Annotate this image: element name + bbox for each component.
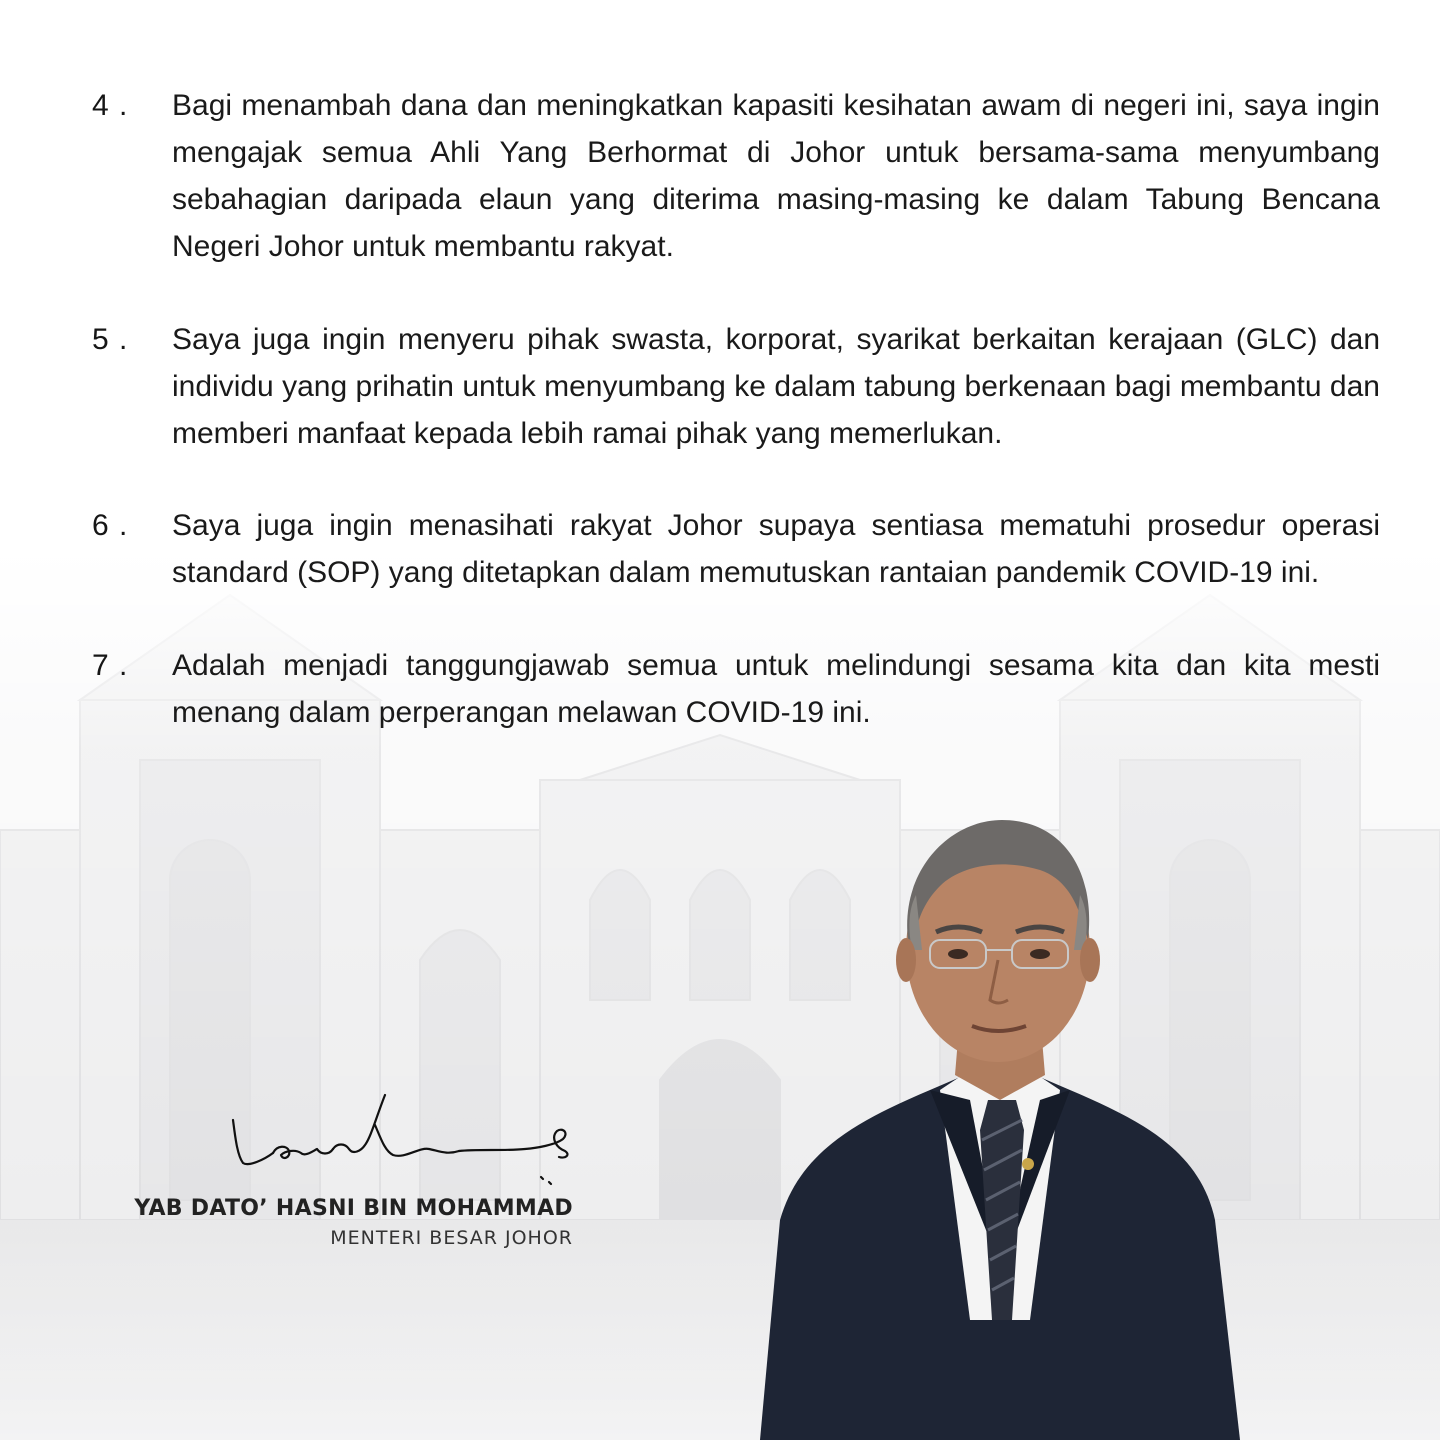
paragraph-text: Saya juga ingin menyeru pihak swasta, korporat, syarikat berkaitan kerajaan (GLC) dan individu yang prihatin untuk menyumbang ke dalam tabung berkenaan bagi membantu dan memberi manfaat kepada lebih ramai pihak yang memerlukan. — [172, 323, 1380, 450]
portrait-photo — [740, 800, 1260, 1440]
paragraph-number: 4 . — [92, 89, 129, 122]
paragraph-5 — [0, 316, 1440, 466]
paragraph-number: 5 . — [92, 323, 129, 356]
paragraph-text: Saya juga ingin menasihati rakyat Johor supaya sentiasa mematuhi prosedur operasi standard (SOP) yang ditetapkan dalam memutuskan rantaian pandemik COVID-19 ini. — [172, 509, 1380, 589]
paragraph-7 — [0, 642, 1440, 742]
paragraph-6 — [0, 502, 1440, 602]
signatory-title: MENTERI BESAR JOHOR — [330, 1227, 573, 1249]
paragraph-text: Bagi menambah dana dan meningkatkan kapasiti kesihatan awam di negeri ini, saya ingin mengajak semua Ahli Yang Berhormat di Johor untuk bersama-sama menyumbang sebahagian daripada elaun yang diterima masing-masing ke dalam Tabung Bencana Negeri Johor untuk membantu rakyat. — [172, 89, 1380, 263]
paragraph-number: 6 . — [92, 509, 129, 542]
paragraph-4 — [0, 82, 1440, 282]
paragraph-number: 7 . — [92, 649, 129, 682]
handwritten-signature — [225, 1085, 575, 1200]
signatory-name: YAB DATO’ HASNI BIN MOHAMMAD — [134, 1196, 573, 1221]
paragraph-text: Adalah menjadi tanggungjawab semua untuk melindungi sesama kita dan kita mesti menang dalam perperangan melawan COVID-19 ini. — [172, 649, 1380, 729]
